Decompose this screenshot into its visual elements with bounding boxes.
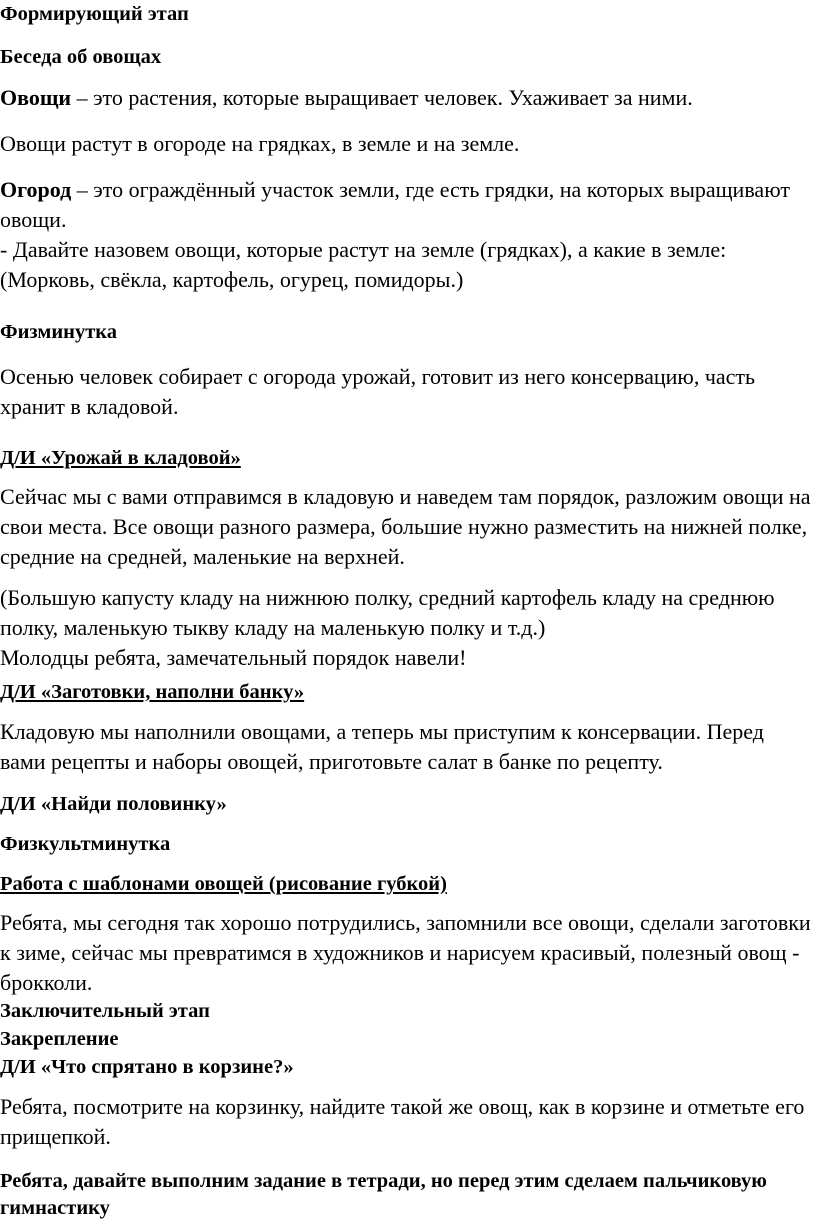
term-garden: Огород xyxy=(0,177,72,202)
paragraph-basket: Ребята, посмотрите на корзинку, найдите такой же овощ, как в корзине и отметьте его прищепкой. xyxy=(0,1094,805,1149)
fizminutka-title: Физминутка xyxy=(0,321,118,343)
game2-title: Д/И «Заготовки, наполни банку» xyxy=(0,681,305,703)
final-task-text: Ребята, давайте выполним задание в тетради, но перед этим сделаем пальчиковую гимнастику xyxy=(0,1170,767,1219)
paragraph-storeroom: Сейчас мы с вами отправимся в кладовую и наведем там порядок, разложим овощи на свои места. Все овощи разного размера, большие нужно разместить на нижней полке, средние на средней, маленькие на верхней. xyxy=(0,484,811,569)
consolidation-title: Закрепление xyxy=(0,1028,119,1050)
paragraph-garden-definition xyxy=(0,175,812,235)
definition-garden: – это ограждённый участок земли, где есть грядки, на которых выращивают овощи. xyxy=(0,177,790,232)
game1-title: Д/И «Урожай в кладовой» xyxy=(0,447,241,469)
game3-title: Д/И «Найди половинку» xyxy=(0,793,227,815)
fizkultminutka-title: Физкультминутка xyxy=(0,833,171,855)
paragraph-broccoli: Ребята, мы сегодня так хорошо потрудились, запомнили все овощи, сделали заготовки к зиме, сейчас мы превратимся в художников и нарисуем красивый, полезный овощ - брокколи. xyxy=(0,910,811,995)
paragraph-shelves-example: (Большую капусту кладу на нижнюю полку, средний картофель кладу на среднюю полку, маленькую тыкву кладу на маленькую полку и т.д.) xyxy=(0,585,775,640)
paragraph-harvest: Осенью человек собирает с огорода урожай, готовит из него консервацию, часть хранит в кладовой. xyxy=(0,364,756,419)
paragraph-name-vegetables: - Давайте назовем овощи, которые растут на земле (грядках), а какие в земле: xyxy=(0,237,727,262)
term-vegetables: Овощи xyxy=(0,85,72,110)
paragraph-praise: Молодцы ребята, замечательный порядок навели! xyxy=(0,645,467,670)
paragraph-vegetables-definition xyxy=(0,83,812,113)
paragraph-vegetables-list: (Морковь, свёкла, картофель, огурец, помидоры.) xyxy=(0,267,464,292)
paragraph-conservation: Кладовую мы наполнили овощами, а теперь мы приступим к консервации. Перед вами рецепты и наборы овощей, приготовьте салат в банке по рецепту. xyxy=(0,719,764,774)
paragraph-where-grow: Овощи растут в огороде на грядках, в земле и на земле. xyxy=(0,131,520,156)
final-stage-title: Заключительный этап xyxy=(0,1000,210,1022)
stage1-title: Формирующий этап xyxy=(0,3,189,25)
game4-title: Д/И «Что спрятано в корзине?» xyxy=(0,1056,294,1078)
work-title: Работа с шаблонами овощей (рисование губкой) xyxy=(0,873,447,895)
talk-title: Беседа об овощах xyxy=(0,46,162,68)
definition-vegetables: – это растения, которые выращивает человек. Ухаживает за ними. xyxy=(71,85,693,110)
